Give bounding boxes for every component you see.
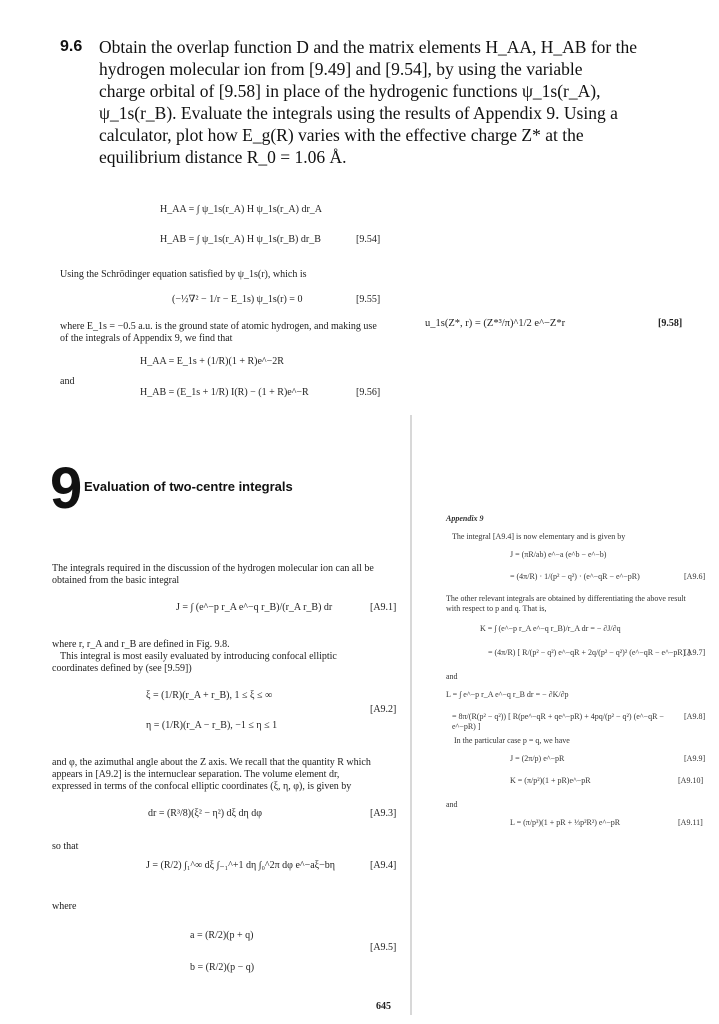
body-text: appears in [A9.2] is the internuclear separation. The volume element dr, (52, 769, 340, 780)
body-text: The other relevant integrals are obtained by differentiating the above result (446, 594, 686, 603)
body-text: and (60, 376, 75, 387)
equation-xi: ξ = (1/R)(r_A + r_B), 1 ≤ ξ ≤ ∞ (146, 690, 273, 701)
body-text: This integral is most easily evaluated by introducing confocal elliptic (60, 651, 337, 662)
body-text: and φ, the azimuthal angle about the Z axis. We recall that the quantity R which (52, 757, 371, 768)
equation-tag: [A9.7] (684, 648, 706, 657)
equation-k-expanded: = (4π/R) [ R/(p² − q²) e^−qR + 2q/(p² − q²)² (e^−qR − e^−pR) ] (488, 648, 691, 657)
equation-hab-result: H_AB = (E_1s + 1/R) I(R) − (1 + R)e^−R (140, 387, 309, 398)
equation-l-integral: L = ∫ e^−p r_A e^−q r_B dr = − ∂K/∂p (446, 690, 569, 699)
equation-tag: [A9.4] (370, 860, 397, 871)
equation-basic-integral: J = ∫ (e^−p r_A e^−q r_B)/(r_A r_B) dr (176, 602, 333, 613)
equation-tag: [A9.9] (684, 754, 706, 763)
equation-hab-integral: H_AB = ∫ ψ_1s(r_A) H ψ_1s(r_B) dr_B (160, 234, 321, 245)
equation-tag: [A9.5] (370, 942, 397, 953)
equation-tag: [A9.3] (370, 808, 397, 819)
equation-j-expanded: = (4π/R) · 1/(p² − q²) · (e^−qR − e^−pR) (510, 572, 640, 581)
equation-haa-result: H_AA = E_1s + (1/R)(1 + R)e^−2R (140, 356, 284, 367)
body-text: coordinates defined by (see [9.59]) (52, 663, 192, 674)
problem-number: 9.6 (60, 38, 83, 55)
problem-line: Obtain the overlap function D and the matrix elements H_AA, H_AB for the (99, 37, 637, 57)
problem-line: calculator, plot how E_g(R) varies with the effective charge Z* at the (99, 125, 584, 145)
equation-triple-integral: J = (R/2) ∫₁^∞ dξ ∫₋₁^+1 dη ∫₀^2π dφ e^−aξ−bη (146, 860, 335, 871)
equation-tag: [A9.10] (678, 776, 704, 785)
equation-a: a = (R/2)(p + q) (190, 930, 254, 941)
problem-line: ψ_1s(r_B). Evaluate the integrals using the results of Appendix 9. Using a (99, 103, 618, 123)
equation-tag: [A9.1] (370, 602, 397, 613)
equation-tag: [9.56] (356, 387, 381, 398)
problem-line: hydrogen molecular ion from [9.49] and [9.54], by using the variable (99, 59, 583, 79)
body-text: where r, r_A and r_B are defined in Fig. 9.8. (52, 639, 230, 650)
body-text: and (446, 672, 458, 681)
equation-k-special: K = (π/p²)(1 + pR)e^−pR (510, 776, 591, 785)
column-divider (410, 415, 412, 1015)
equation-tag: [A9.8] (684, 712, 706, 721)
body-text: In the particular case p = q, we have (454, 736, 570, 745)
body-text: and (446, 800, 458, 809)
equation-j-special: J = (2π/p) e^−pR (510, 754, 565, 763)
appendix-heading: Appendix 9 (446, 514, 484, 523)
equation-k-integral: K = ∫ (e^−p r_A e^−q r_B)/r_A dr = − ∂J/∂q (480, 624, 621, 633)
page-number: 645 (376, 1001, 391, 1012)
problem-line: equilibrium distance R_0 = 1.06 Å. (99, 147, 347, 167)
equation-tag: [A9.11] (678, 818, 703, 827)
body-text: expressed in terms of the confocal elliptic coordinates (ξ, η, φ), is given by (52, 781, 352, 792)
body-text: where E_1s = −0.5 a.u. is the ground state of atomic hydrogen, and making use (60, 321, 377, 332)
body-text: The integrals required in the discussion of the hydrogen molecular ion can all be (52, 563, 374, 574)
equation-variable-charge-orbital: u_1s(Z*, r) = (Z*³/π)^1/2 e^−Z*r (425, 318, 566, 329)
equation-j: J = (πR/ab) e^−a (e^b − e^−b) (510, 550, 607, 559)
equation-b: b = (R/2)(p − q) (190, 962, 255, 973)
equation-eta: η = (1/R)(r_A − r_B), −1 ≤ η ≤ 1 (146, 720, 278, 731)
body-text: with respect to p and q. That is, (446, 604, 547, 613)
equation-tag: [9.54] (356, 234, 381, 245)
chapter-title: Evaluation of two-centre integrals (84, 479, 293, 494)
equation-tag: [9.55] (356, 294, 381, 305)
body-text: where (52, 901, 77, 912)
equation-l-special: L = (π/p³)(1 + pR + ⅓p²R²) e^−pR (510, 818, 621, 827)
equation-tag: [A9.2] (370, 704, 397, 715)
equation-tag: [A9.6] (684, 572, 706, 581)
body-text: of the integrals of Appendix 9, we find that (60, 333, 233, 344)
body-text: so that (52, 841, 79, 852)
chapter-number: 9 (50, 456, 83, 521)
equation-l-expanded: = 8π/(R(p² − q²)) [ R(pe^−qR + qe^−pR) + 4pq/(p² − q²) (e^−qR − e^−pR) ] (452, 712, 664, 731)
equation-schrodinger: (−½∇² − 1/r − E_1s) ψ_1s(r) = 0 (172, 294, 303, 305)
body-text: The integral [A9.4] is now elementary and is given by (452, 532, 626, 541)
body-text: obtained from the basic integral (52, 575, 180, 586)
equation-tag: [9.58] (658, 318, 683, 329)
equation-haa-integral: H_AA = ∫ ψ_1s(r_A) H ψ_1s(r_A) dr_A (160, 204, 322, 215)
problem-line: charge orbital of [9.58] in place of the hydrogenic functions ψ_1s(r_A), (99, 81, 601, 101)
equation-volume-element: dr = (R³/8)(ξ² − η²) dξ dη dφ (148, 808, 263, 819)
body-text: Using the Schrödinger equation satisfied by ψ_1s(r), which is (60, 269, 307, 280)
